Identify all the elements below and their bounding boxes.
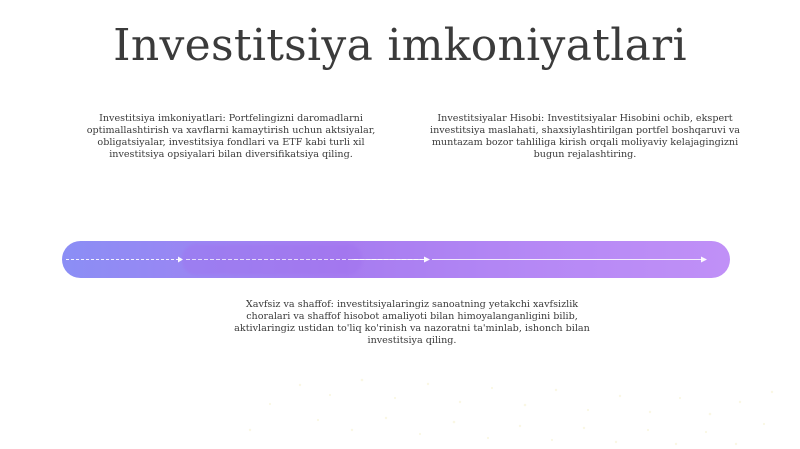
text-block-investment-account: Investitsiyalar Hisobi: Investitsiyalar Hisobini ochib, ekspert investitsiya maslahati, shaxsiylashtirilgan portfel boshqaruvi va muntazam bozor tahliliga kirish orqali moliyaviy kelajagingizni bugun rejalashtiring.: [430, 113, 740, 160]
timeline-bar: [62, 241, 730, 278]
text-block-secure-transparent: Xavfsiz va shaffof: investitsiyalaringiz sanoatning yetakchi xavfsizlik choralari va shaffof hisobot amaliyoti bilan himoyalanganligini bilib, aktivlaringiz ustidan to'liq ko'rinish va nazoratni ta'minlab, ishonch bilan investitsiya qiling.: [234, 299, 590, 346]
slide-title: Investitsiya imkoniyatlari: [113, 20, 687, 71]
text-block-investment-options: Investitsiya imkoniyatlari: Portfelingizni daromadlarni optimallashtirish va xavflarni kamaytirish uchun aktsiyalar, obligatsiyalar, investitsiya fondlari va ETF kabi turli xil investitsiya opsiyalari bilan diversifikatsiya qiling.: [86, 113, 376, 160]
